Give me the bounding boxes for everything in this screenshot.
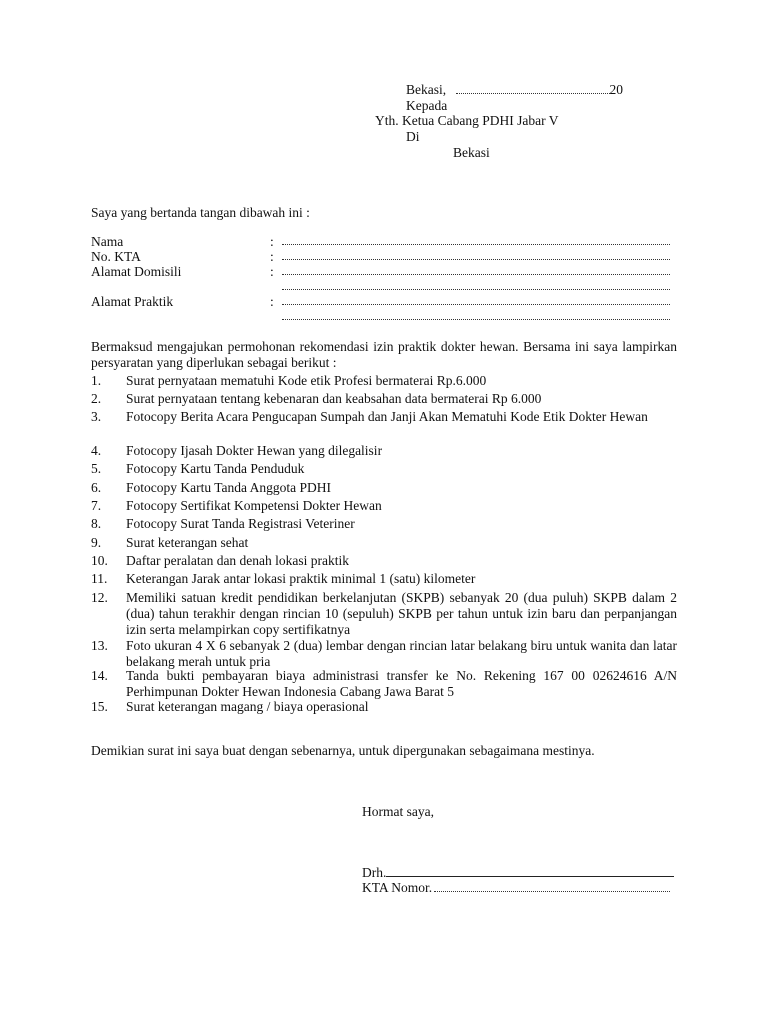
alamat-praktik-blank-2 <box>282 319 670 320</box>
list-text: Fotocopy Berita Acara Pengucapan Sumpah dan Janji Akan Mematuhi Kode Etik Dokter Hewan <box>126 409 648 424</box>
list-number: 10. <box>91 553 108 568</box>
list-number: 2. <box>91 391 102 406</box>
list-text: Tanda bukti pembayaran biaya administrasi transfer ke No. Rekening 167 00 02624616 A/N Perhimpunan Dokter Hewan Indonesia Cabang Jawa Barat 5 <box>126 668 677 699</box>
list-number: 15. <box>91 699 108 714</box>
closing-text: Demikian surat ini saya buat dengan sebenarnya, untuk dipergunakan sebagaimana mestinya. <box>91 743 595 758</box>
list-text: Foto ukuran 4 X 6 sebanyak 2 (dua) lembar dengan rincian latar belakang biru untuk wanita dan latar belakang merah untuk pria <box>126 638 677 669</box>
signature-line <box>386 875 674 877</box>
list-text: Keterangan Jarak antar lokasi praktik minimal 1 (satu) kilometer <box>126 571 476 586</box>
body-paragraph: Bermaksud mengajukan permohonan rekomendasi izin praktik dokter hewan. Bersama ini saya lampirkan persyaratan yang diperlukan sebagai berikut : <box>91 339 677 370</box>
no-kta-colon: : <box>270 249 274 264</box>
list-number: 1. <box>91 373 102 388</box>
list-text: Surat pernyataan mematuhi Kode etik Profesi bermaterai Rp.6.000 <box>126 373 487 388</box>
list-text: Fotocopy Ijasah Dokter Hewan yang dilegalisir <box>126 443 383 458</box>
kta-nomor-line <box>362 880 670 896</box>
list-text: Surat pernyataan tentang kebenaran dan keabsahan data bermaterai Rp 6.000 <box>126 391 542 406</box>
kepada-text: Kepada <box>406 98 448 113</box>
list-text: Memiliki satuan kredit pendidikan berkelanjutan (SKPB) sebanyak 20 (dua puluh) SKPB dalam 2 (dua) tahun terakhir dengan rincian 10 (sepuluh) SKPB per tahun untuk izin baru dan perpanjangan izin serta melampirkan copy sertifikatnya <box>126 590 677 637</box>
list-text: Fotocopy Surat Tanda Registrasi Veteriner <box>126 516 355 531</box>
intro-text: Saya yang bertanda tangan dibawah ini : <box>91 205 310 220</box>
list-number: 13. <box>91 638 108 653</box>
list-number: 9. <box>91 535 102 550</box>
list-number: 6. <box>91 480 102 495</box>
list-number: 12. <box>91 590 108 605</box>
drh-line <box>362 865 674 881</box>
alamat-praktik-colon: : <box>270 294 274 309</box>
list-number: 11. <box>91 571 108 586</box>
kta-nomor-blank <box>434 890 670 892</box>
no-kta-label: No. KTA <box>91 249 141 264</box>
drh-text: Drh. <box>362 865 387 880</box>
kta-nomor-text: KTA Nomor. <box>362 880 433 895</box>
list-number: 8. <box>91 516 102 531</box>
list-text: Fotocopy Kartu Tanda Penduduk <box>126 461 305 476</box>
no-kta-blank <box>282 259 670 260</box>
date-blank <box>456 92 610 94</box>
list-number: 5. <box>91 461 102 476</box>
di-text: Di <box>406 129 420 144</box>
nama-colon: : <box>270 234 274 249</box>
list-number: 3. <box>91 409 102 424</box>
hormat-text: Hormat saya, <box>362 804 434 819</box>
nama-blank <box>282 244 670 245</box>
date-line <box>406 82 623 98</box>
list-number: 4. <box>91 443 102 458</box>
alamat-praktik-label: Alamat Praktik <box>91 294 174 309</box>
nama-label: Nama <box>91 234 124 249</box>
alamat-domisili-blank-2 <box>282 289 670 290</box>
place-text: Bekasi, <box>406 82 447 97</box>
list-text: Daftar peralatan dan denah lokasi praktik <box>126 553 350 568</box>
list-text: Fotocopy Sertifikat Kompetensi Dokter Hewan <box>126 498 382 513</box>
alamat-domisili-blank <box>282 274 670 275</box>
year-text: 20 <box>609 82 623 97</box>
list-text: Surat keterangan sehat <box>126 535 249 550</box>
list-number: 7. <box>91 498 102 513</box>
alamat-praktik-blank <box>282 304 670 305</box>
alamat-domisili-label: Alamat Domisili <box>91 264 182 279</box>
list-text: Surat keterangan magang / biaya operasional <box>126 699 369 714</box>
recipient-text: Yth. Ketua Cabang PDHI Jabar V <box>375 113 559 128</box>
list-number: 14. <box>91 668 108 683</box>
alamat-domisili-colon: : <box>270 264 274 279</box>
city-text: Bekasi <box>453 145 490 160</box>
list-text: Fotocopy Kartu Tanda Anggota PDHI <box>126 480 332 495</box>
